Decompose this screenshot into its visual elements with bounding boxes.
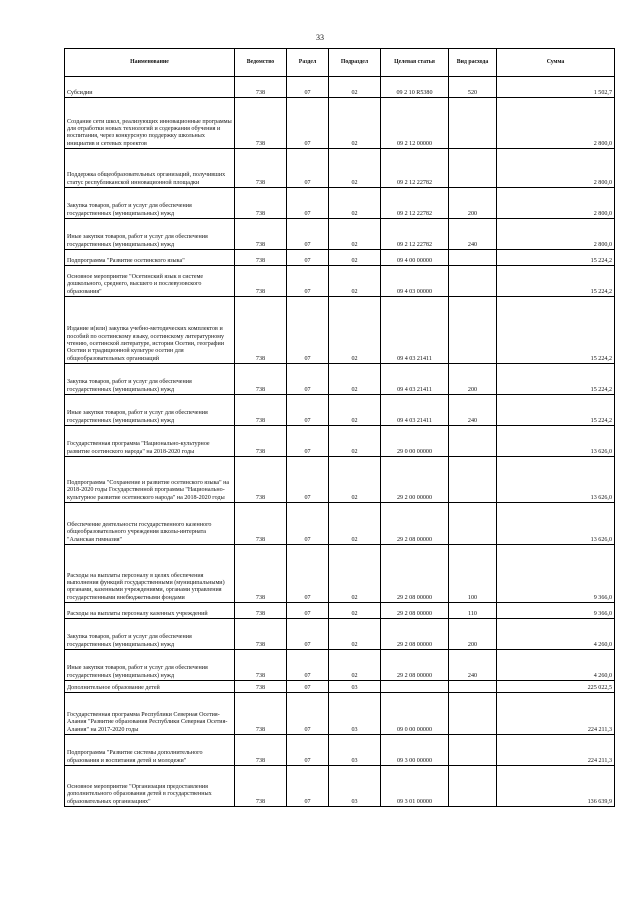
row-celevaya-statya-cell: 29 2 08 00000 <box>381 545 449 603</box>
row-podrazdel-cell: 02 <box>329 364 381 395</box>
row-vedomstvo-cell: 738 <box>235 250 287 266</box>
row-summa-cell: 9 366,0 <box>497 545 615 603</box>
table-row <box>65 619 615 650</box>
row-name-cell: Закупка товаров, работ и услуг для обеспечения государственных (муниципальных) нужд <box>65 364 235 395</box>
row-name-cell: Основное мероприятие "Осетинский язык в системе дошкольного, среднего, высшего и послевузовского образования" <box>65 266 235 297</box>
table-row <box>65 457 615 503</box>
row-celevaya-statya-cell: 09 2 12 22782 <box>381 219 449 250</box>
row-vid-raskhoda-cell <box>449 693 497 735</box>
row-vedomstvo-cell: 738 <box>235 457 287 503</box>
row-summa-cell: 2 800,0 <box>497 149 615 188</box>
row-celevaya-statya-cell: 29 2 08 00000 <box>381 603 449 619</box>
row-name-cell: Издание и(или) закупка учебно-методических комплектов и пособий по осетинскому языку, осетинскому литературному чтению, осетинской литературе, истории Осетии, географии Осетии и традиционной культуре осетин для общеобразовательных организаций <box>65 297 235 364</box>
row-vid-raskhoda-cell <box>449 766 497 807</box>
row-celevaya-statya-cell: 09 4 00 00000 <box>381 250 449 266</box>
row-razdel-cell: 07 <box>287 735 329 766</box>
row-celevaya-statya-cell: 09 4 03 21411 <box>381 364 449 395</box>
row-vid-raskhoda-cell: 100 <box>449 545 497 603</box>
row-name-cell: Закупка товаров, работ и услуг для обеспечения государственных (муниципальных) нужд <box>65 188 235 219</box>
row-vedomstvo-cell: 738 <box>235 98 287 149</box>
row-name-cell: Иные закупки товаров, работ и услуг для обеспечения государственных (муниципальных) нужд <box>65 395 235 426</box>
row-vid-raskhoda-cell <box>449 735 497 766</box>
table-row <box>65 603 615 619</box>
row-name-cell: Основное мероприятие "Организация предоставления дополнительного образования детей в государственных образовательных организациях" <box>65 766 235 807</box>
row-vedomstvo-cell: 738 <box>235 603 287 619</box>
row-razdel-cell: 07 <box>287 188 329 219</box>
row-celevaya-statya-cell: 09 2 12 22782 <box>381 188 449 219</box>
row-podrazdel-cell: 02 <box>329 188 381 219</box>
row-name-cell: Поддержка общеобразовательных организаций, получивших статус республиканской инновационной площадки <box>65 149 235 188</box>
row-summa-cell: 224 211,3 <box>497 735 615 766</box>
row-celevaya-statya-cell: 09 3 01 00000 <box>381 766 449 807</box>
row-vid-raskhoda-cell: 240 <box>449 395 497 426</box>
row-summa-cell: 15 224,2 <box>497 364 615 395</box>
table-row <box>65 250 615 266</box>
row-razdel-cell: 07 <box>287 395 329 426</box>
row-razdel-cell: 07 <box>287 619 329 650</box>
row-razdel-cell: 07 <box>287 250 329 266</box>
row-vid-raskhoda-cell: 200 <box>449 619 497 650</box>
header-name: Наименование <box>65 49 235 77</box>
row-vedomstvo-cell: 738 <box>235 503 287 545</box>
row-celevaya-statya-cell: 09 2 10 R5380 <box>381 77 449 98</box>
row-podrazdel-cell: 02 <box>329 619 381 650</box>
row-summa-cell: 224 211,3 <box>497 693 615 735</box>
row-celevaya-statya-cell: 09 4 03 00000 <box>381 266 449 297</box>
row-summa-cell: 13 626,0 <box>497 457 615 503</box>
row-razdel-cell: 07 <box>287 681 329 693</box>
table-row <box>65 766 615 807</box>
table-body <box>65 77 615 807</box>
row-razdel-cell: 07 <box>287 650 329 681</box>
table-row <box>65 650 615 681</box>
row-vedomstvo-cell: 738 <box>235 693 287 735</box>
row-podrazdel-cell: 02 <box>329 250 381 266</box>
row-podrazdel-cell: 02 <box>329 457 381 503</box>
row-razdel-cell: 07 <box>287 457 329 503</box>
row-vid-raskhoda-cell: 520 <box>449 77 497 98</box>
row-summa-cell: 15 224,2 <box>497 266 615 297</box>
row-vedomstvo-cell: 738 <box>235 735 287 766</box>
row-summa-cell: 2 800,0 <box>497 188 615 219</box>
row-vid-raskhoda-cell <box>449 503 497 545</box>
row-razdel-cell: 07 <box>287 149 329 188</box>
row-celevaya-statya-cell: 09 3 00 00000 <box>381 735 449 766</box>
row-vid-raskhoda-cell <box>449 457 497 503</box>
row-name-cell: Расходы на выплаты персоналу казенных учреждений <box>65 603 235 619</box>
row-vid-raskhoda-cell: 200 <box>449 364 497 395</box>
row-name-cell: Субсидии <box>65 77 235 98</box>
row-razdel-cell: 07 <box>287 603 329 619</box>
row-vid-raskhoda-cell: 240 <box>449 219 497 250</box>
header-podrazdel: Подраздел <box>329 49 381 77</box>
budget-table <box>64 48 615 807</box>
row-celevaya-statya-cell <box>381 681 449 693</box>
row-podrazdel-cell: 02 <box>329 149 381 188</box>
row-vedomstvo-cell: 738 <box>235 297 287 364</box>
row-summa-cell: 2 800,0 <box>497 98 615 149</box>
row-vedomstvo-cell: 738 <box>235 77 287 98</box>
table-row <box>65 503 615 545</box>
row-vid-raskhoda-cell <box>449 297 497 364</box>
row-celevaya-statya-cell: 09 4 03 21411 <box>381 297 449 364</box>
table-row <box>65 395 615 426</box>
table-row <box>65 693 615 735</box>
row-vedomstvo-cell: 738 <box>235 681 287 693</box>
table-row <box>65 426 615 457</box>
row-name-cell: Закупка товаров, работ и услуг для обеспечения государственных (муниципальных) нужд <box>65 619 235 650</box>
row-name-cell: Создание сети школ, реализующих инновационные программы для отработки новых технологий и содержания обучения и воспитания, через конкурсную поддержку школьных инициатив и сетевых проектов <box>65 98 235 149</box>
row-podrazdel-cell: 02 <box>329 545 381 603</box>
page-number: 33 <box>316 33 324 42</box>
table-header-row <box>65 49 615 77</box>
row-vedomstvo-cell: 738 <box>235 766 287 807</box>
row-razdel-cell: 07 <box>287 266 329 297</box>
row-razdel-cell: 07 <box>287 219 329 250</box>
row-podrazdel-cell: 02 <box>329 297 381 364</box>
row-summa-cell: 15 224,2 <box>497 250 615 266</box>
header-vid-raskhoda: Вид расхода <box>449 49 497 77</box>
row-summa-cell: 15 224,2 <box>497 395 615 426</box>
row-vid-raskhoda-cell <box>449 681 497 693</box>
table-row <box>65 219 615 250</box>
row-razdel-cell: 07 <box>287 426 329 457</box>
row-podrazdel-cell: 03 <box>329 735 381 766</box>
row-vid-raskhoda-cell <box>449 149 497 188</box>
header-razdel: Раздел <box>287 49 329 77</box>
row-vid-raskhoda-cell: 200 <box>449 188 497 219</box>
row-razdel-cell: 07 <box>287 545 329 603</box>
row-vid-raskhoda-cell <box>449 266 497 297</box>
row-summa-cell: 15 224,2 <box>497 297 615 364</box>
row-podrazdel-cell: 02 <box>329 98 381 149</box>
row-razdel-cell: 07 <box>287 77 329 98</box>
row-razdel-cell: 07 <box>287 503 329 545</box>
row-name-cell: Дополнительное образование детей <box>65 681 235 693</box>
row-podrazdel-cell: 02 <box>329 219 381 250</box>
row-podrazdel-cell: 02 <box>329 426 381 457</box>
row-name-cell: Государственная программа Республики Северная Осетия-Алания "Развитие образования Республики Северная Осетия-Алания" на 2017-2020 годы <box>65 693 235 735</box>
row-vedomstvo-cell: 738 <box>235 266 287 297</box>
row-celevaya-statya-cell: 09 0 00 00000 <box>381 693 449 735</box>
row-podrazdel-cell: 02 <box>329 266 381 297</box>
row-celevaya-statya-cell: 29 2 08 00000 <box>381 503 449 545</box>
row-vid-raskhoda-cell: 240 <box>449 650 497 681</box>
row-vedomstvo-cell: 738 <box>235 219 287 250</box>
row-name-cell: Обеспечение деятельности государственного казенного общеобразовательного учреждения школы-интерната "Аланская гимназия" <box>65 503 235 545</box>
row-vedomstvo-cell: 738 <box>235 426 287 457</box>
row-vedomstvo-cell: 738 <box>235 395 287 426</box>
table-row <box>65 364 615 395</box>
table-row <box>65 149 615 188</box>
row-podrazdel-cell: 02 <box>329 603 381 619</box>
row-podrazdel-cell: 03 <box>329 681 381 693</box>
row-podrazdel-cell: 02 <box>329 395 381 426</box>
row-vedomstvo-cell: 738 <box>235 149 287 188</box>
row-name-cell: Подпрограмма "Развитие осетинского языка" <box>65 250 235 266</box>
row-razdel-cell: 07 <box>287 364 329 395</box>
row-razdel-cell: 07 <box>287 297 329 364</box>
table-row <box>65 266 615 297</box>
row-podrazdel-cell: 03 <box>329 766 381 807</box>
row-celevaya-statya-cell: 29 2 00 00000 <box>381 457 449 503</box>
row-summa-cell: 9 366,0 <box>497 603 615 619</box>
row-vedomstvo-cell: 738 <box>235 364 287 395</box>
row-name-cell: Иные закупки товаров, работ и услуг для обеспечения государственных (муниципальных) нужд <box>65 650 235 681</box>
row-summa-cell: 136 639,9 <box>497 766 615 807</box>
row-summa-cell: 4 260,0 <box>497 650 615 681</box>
row-vid-raskhoda-cell <box>449 426 497 457</box>
row-summa-cell: 4 260,0 <box>497 619 615 650</box>
row-summa-cell: 225 022,5 <box>497 681 615 693</box>
row-name-cell: Иные закупки товаров, работ и услуг для обеспечения государственных (муниципальных) нужд <box>65 219 235 250</box>
row-name-cell: Государственная программа "Национально-культурное развитие осетинского народа" на 2018-2020 годы <box>65 426 235 457</box>
table-row <box>65 545 615 603</box>
row-celevaya-statya-cell: 09 2 12 00000 <box>381 98 449 149</box>
row-razdel-cell: 07 <box>287 98 329 149</box>
row-podrazdel-cell: 02 <box>329 77 381 98</box>
row-celevaya-statya-cell: 29 0 00 00000 <box>381 426 449 457</box>
header-summa: Сумма <box>497 49 615 77</box>
row-celevaya-statya-cell: 09 2 12 22782 <box>381 149 449 188</box>
row-razdel-cell: 07 <box>287 693 329 735</box>
row-celevaya-statya-cell: 09 4 03 21411 <box>381 395 449 426</box>
row-vedomstvo-cell: 738 <box>235 188 287 219</box>
row-summa-cell: 13 626,0 <box>497 426 615 457</box>
row-name-cell: Подпрограмма "Сохранение и развитие осетинского языка" на 2018-2020 годы Государственной программы "Национально-культурное развитие осетинского народа" на 2018-2020 годы <box>65 457 235 503</box>
row-podrazdel-cell: 02 <box>329 503 381 545</box>
row-podrazdel-cell: 03 <box>329 693 381 735</box>
table-row <box>65 77 615 98</box>
table-row <box>65 681 615 693</box>
row-vedomstvo-cell: 738 <box>235 545 287 603</box>
row-razdel-cell: 07 <box>287 766 329 807</box>
header-vedomstvo: Ведомство <box>235 49 287 77</box>
table-row <box>65 735 615 766</box>
row-vid-raskhoda-cell: 110 <box>449 603 497 619</box>
table-row <box>65 98 615 149</box>
table-row <box>65 297 615 364</box>
row-summa-cell: 13 626,0 <box>497 503 615 545</box>
row-vid-raskhoda-cell <box>449 98 497 149</box>
table-row <box>65 188 615 219</box>
row-celevaya-statya-cell: 29 2 08 00000 <box>381 650 449 681</box>
header-celevaya-statya: Целевая статья <box>381 49 449 77</box>
row-name-cell: Подпрограмма "Развитие системы дополнительного образования и воспитания детей и молодежи" <box>65 735 235 766</box>
row-name-cell: Расходы на выплаты персоналу в целях обеспечения выполнения функций государственными (муниципальными) органами, казенными учреждениями, органами управления государственными внебюджетными фондами <box>65 545 235 603</box>
row-podrazdel-cell: 02 <box>329 650 381 681</box>
row-vid-raskhoda-cell <box>449 250 497 266</box>
row-vedomstvo-cell: 738 <box>235 619 287 650</box>
row-vedomstvo-cell: 738 <box>235 650 287 681</box>
row-summa-cell: 1 502,7 <box>497 77 615 98</box>
row-celevaya-statya-cell: 29 2 08 00000 <box>381 619 449 650</box>
row-summa-cell: 2 800,0 <box>497 219 615 250</box>
